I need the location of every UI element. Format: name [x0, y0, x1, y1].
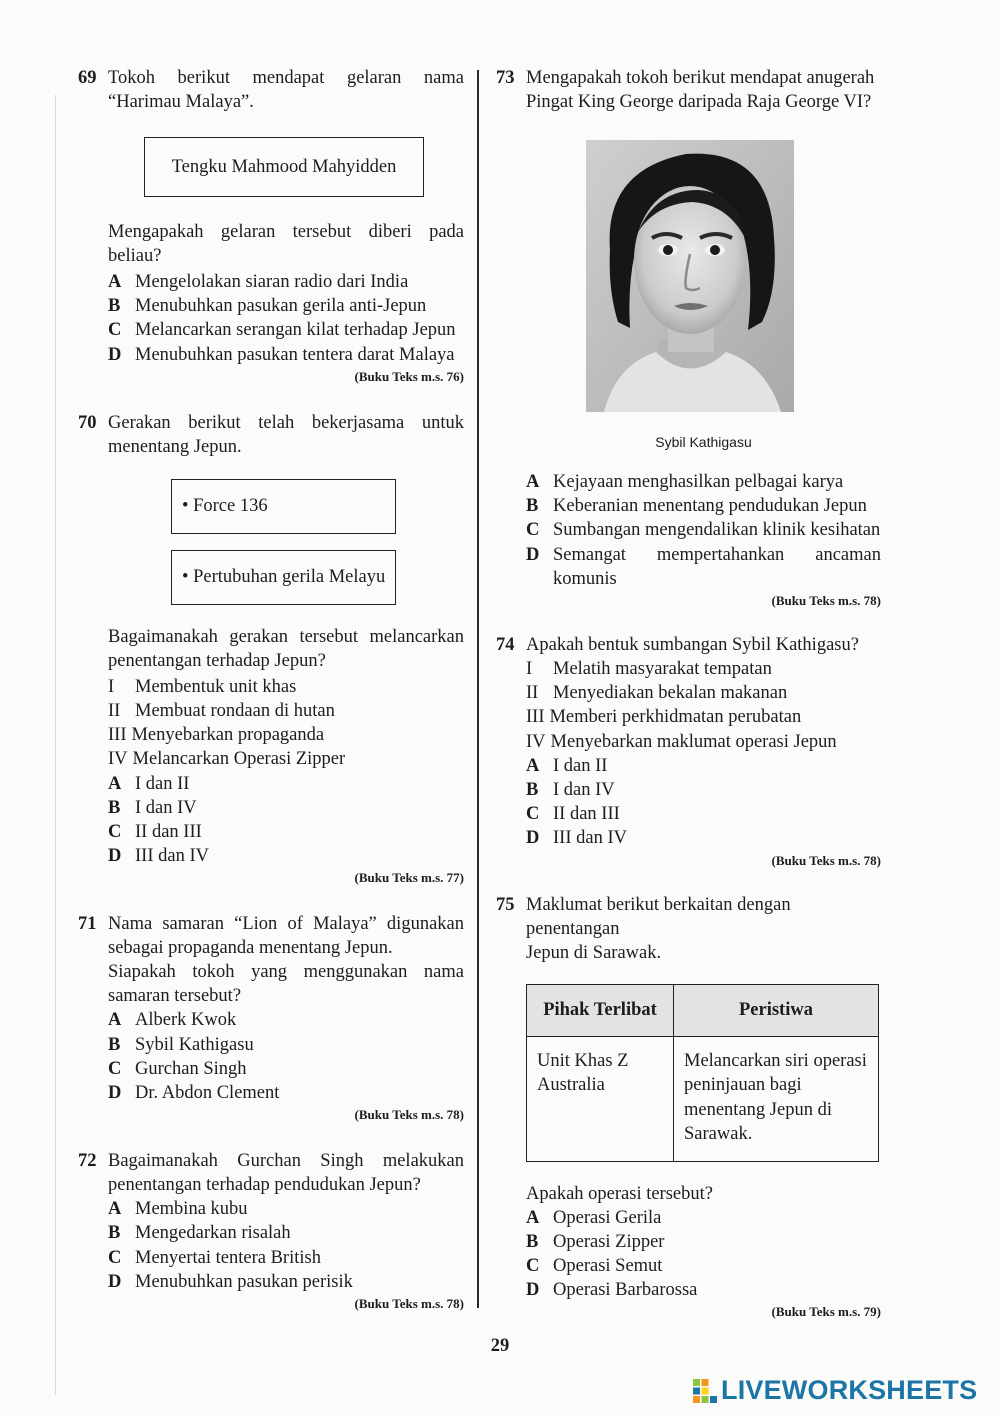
answer-option[interactable] — [108, 772, 464, 796]
option-text: Operasi Gerila — [553, 1207, 662, 1228]
question-stem: Gerakan berikut telah bekerjasama untuk — [108, 412, 464, 433]
answer-option[interactable] — [526, 470, 881, 494]
answer-option[interactable] — [108, 270, 464, 294]
answer-option[interactable] — [526, 494, 881, 518]
statement-text: Menyediakan bekalan makanan — [553, 683, 788, 704]
textbook-reference: (Buku Teks m.s. 78) — [354, 1107, 464, 1123]
info-table — [526, 984, 879, 1162]
question-prompt: Bagaimanakah gerakan tersebut melancarkan — [108, 626, 464, 647]
question-stem-cont: penentangan terhadap pendudukan Jepun? — [108, 1175, 421, 1196]
answer-option[interactable] — [526, 1230, 881, 1254]
option-letter: A — [526, 755, 540, 776]
answer-option[interactable] — [526, 543, 881, 591]
answer-option[interactable] — [526, 1254, 881, 1278]
statement-item — [108, 699, 464, 723]
option-letter: B — [526, 496, 539, 517]
answer-option[interactable] — [108, 1033, 464, 1057]
option-text: Dr. Abdon Clement — [135, 1083, 280, 1104]
option-text: III dan IV — [135, 846, 209, 867]
answer-option[interactable] — [526, 518, 881, 542]
statement-text: Menyebarkan propaganda — [131, 725, 325, 746]
statement-item — [108, 723, 464, 747]
answer-options — [108, 1008, 464, 1105]
option-letter: C — [526, 520, 540, 541]
answer-options — [526, 470, 881, 591]
option-letter: B — [108, 797, 121, 818]
answer-option[interactable] — [108, 1197, 464, 1221]
question-number: 73 — [496, 68, 515, 88]
textbook-reference: (Buku Teks m.s. 78) — [771, 593, 881, 609]
option-text: I dan IV — [135, 797, 197, 818]
answer-option[interactable] — [108, 1081, 464, 1105]
option-text: Kejayaan menghasilkan pelbagai karya — [553, 472, 844, 492]
option-letter: D — [108, 344, 122, 365]
statement-text: Membentuk unit khas — [135, 676, 297, 697]
question-number: 72 — [78, 1151, 97, 1172]
roman-numeral: III — [108, 725, 127, 746]
statement-list — [108, 675, 464, 772]
question-72 — [78, 1149, 464, 1312]
option-letter: D — [526, 828, 540, 849]
option-letter: C — [526, 804, 540, 825]
option-letter: D — [108, 1271, 122, 1292]
question-stem-cont: sebagai propaganda menentang Jepun. — [108, 938, 393, 959]
statement-item — [108, 675, 464, 699]
liveworksheets-logo[interactable] — [693, 1375, 977, 1406]
bullet: • — [182, 495, 194, 516]
column-divider — [477, 70, 479, 1308]
textbook-reference: (Buku Teks m.s. 79) — [771, 1304, 881, 1320]
question-stem: Nama samaran “Lion of Malaya” digunakan — [108, 914, 464, 935]
table-header: Peristiwa — [674, 984, 879, 1036]
question-stem-cont: Jepun di Sarawak. — [526, 942, 662, 963]
question-number: 69 — [78, 68, 97, 88]
textbook-reference: (Buku Teks m.s. 77) — [354, 870, 464, 886]
option-text: Mengedarkan risalah — [135, 1223, 291, 1244]
question-69 — [78, 66, 464, 385]
roman-numeral: IV — [108, 749, 128, 770]
statement-text: Melancarkan Operasi Zipper — [132, 749, 346, 770]
option-text: Operasi Semut — [553, 1256, 663, 1277]
option-text: Mengelolakan siaran radio dari India — [135, 272, 409, 292]
option-text-cont: komunis — [553, 568, 617, 589]
table-cell: Melancarkan siri operasi peninjauan bagi menentang Jepun di Sarawak. — [674, 1036, 879, 1161]
option-letter: A — [108, 1199, 122, 1220]
question-stem-cont: Pingat King George daripada Raja George VI? — [526, 92, 872, 112]
answer-option[interactable] — [108, 844, 464, 868]
option-letter: D — [526, 544, 540, 565]
question-stem: Mengapakah tokoh berikut mendapat anugerah — [526, 68, 875, 88]
statement-item — [526, 657, 881, 681]
question-71 — [78, 912, 464, 1123]
stimulus-text: Force 136 — [193, 495, 268, 516]
statement-text: Menyebarkan maklumat operasi Jepun — [550, 731, 837, 752]
table-row — [527, 1036, 879, 1161]
statement-item — [108, 747, 464, 771]
roman-numeral: I — [526, 659, 533, 680]
answer-option[interactable] — [526, 754, 881, 778]
option-letter: A — [108, 773, 122, 794]
answer-option[interactable] — [526, 1278, 881, 1302]
option-text: Alberk Kwok — [135, 1010, 237, 1031]
option-text: Menyertai tentera British — [135, 1247, 321, 1268]
option-text: Menubuhkan pasukan perisik — [135, 1271, 353, 1292]
answer-option[interactable] — [108, 1057, 464, 1081]
option-letter: A — [108, 272, 122, 292]
question-stem-cont: “Harimau Malaya”. — [108, 92, 254, 112]
option-letter: C — [108, 822, 122, 843]
option-letter: C — [108, 1058, 122, 1079]
stimulus-box — [144, 137, 424, 197]
answer-options — [108, 1197, 464, 1294]
option-letter: D — [108, 846, 122, 867]
question-stem: Bagaimanakah Gurchan Singh melakukan — [108, 1151, 464, 1172]
answer-option[interactable] — [526, 826, 881, 850]
question-number: 71 — [78, 914, 97, 935]
answer-option[interactable] — [526, 1206, 881, 1230]
option-text: II dan III — [135, 822, 202, 843]
answer-option[interactable] — [108, 343, 464, 367]
scan-edge-line — [55, 95, 56, 1395]
option-text: Menubuhkan pasukan gerila anti-Jepun — [135, 296, 427, 317]
question-75 — [496, 893, 881, 1321]
answer-options — [526, 1206, 881, 1303]
liveworksheets-grid-icon — [693, 1379, 717, 1403]
roman-numeral: IV — [526, 731, 546, 752]
option-letter: A — [526, 1207, 540, 1228]
table-header-row — [527, 984, 879, 1036]
question-stem: Tokoh berikut mendapat gelaran nama — [108, 68, 464, 88]
textbook-reference: (Buku Teks m.s. 76) — [354, 368, 464, 384]
answer-option[interactable] — [108, 796, 464, 820]
roman-numeral: I — [108, 676, 115, 697]
photo-caption: Sybil Kathigasu — [655, 434, 752, 450]
option-text: Operasi Barbarossa — [553, 1280, 698, 1301]
answer-option[interactable] — [526, 802, 881, 826]
option-text: Melancarkan serangan kilat terhadap Jepun — [135, 320, 456, 341]
question-prompt: Siapakah tokoh yang menggunakan nama — [108, 962, 464, 983]
question-prompt: Mengapakah gelaran tersebut diberi pada — [108, 222, 464, 242]
option-letter: A — [108, 1010, 122, 1031]
option-letter: B — [108, 1034, 121, 1055]
answer-options — [108, 772, 464, 869]
question-70 — [78, 411, 464, 887]
option-text: Keberanian menentang pendudukan Jepun — [553, 496, 867, 517]
question-stem: Maklumat berikut berkaitan dengan penentangan — [526, 894, 791, 939]
question-number: 74 — [496, 635, 515, 656]
option-letter: B — [108, 1223, 121, 1244]
option-text: Semangat mempertahankan ancaman — [553, 544, 881, 565]
statement-text: Membuat rondaan di hutan — [135, 701, 335, 722]
option-letter: B — [108, 296, 121, 317]
stimulus-box — [171, 550, 396, 605]
option-letter: D — [108, 1083, 122, 1104]
answer-option[interactable] — [108, 1246, 464, 1270]
right-column — [496, 66, 881, 1320]
option-letter: D — [526, 1280, 540, 1301]
option-text: Membina kubu — [135, 1199, 248, 1220]
answer-option[interactable] — [108, 820, 464, 844]
table-cell: Unit Khas Z Australia — [527, 1036, 674, 1161]
bullet: • — [182, 566, 194, 587]
option-text: I dan II — [135, 773, 190, 794]
option-text: Sumbangan mengendalikan klinik kesihatan — [553, 520, 881, 541]
option-letter: B — [526, 780, 539, 801]
question-prompt-cont: penentangan terhadap Jepun? — [108, 650, 326, 671]
question-number: 70 — [78, 412, 97, 433]
question-prompt-cont: samaran tersebut? — [108, 986, 242, 1007]
answer-options — [526, 754, 881, 851]
left-column — [78, 66, 464, 1312]
question-73 — [496, 66, 881, 609]
answer-option[interactable] — [108, 1008, 464, 1032]
option-text: Sybil Kathigasu — [135, 1034, 254, 1055]
statement-item — [526, 705, 881, 729]
statement-text: Memberi perkhidmatan perubatan — [549, 707, 802, 728]
option-text: III dan IV — [553, 828, 627, 849]
roman-numeral: II — [526, 683, 539, 704]
brand-name: LIVEWORKSHEETS — [721, 1375, 978, 1405]
question-stem: Apakah bentuk sumbangan Sybil Kathigasu? — [526, 635, 859, 656]
portrait-photo — [586, 140, 794, 412]
question-stem-cont: menentang Jepun. — [108, 436, 242, 457]
answer-option[interactable] — [108, 294, 464, 318]
statement-item — [526, 730, 881, 754]
question-prompt-cont: beliau? — [108, 246, 162, 266]
page-number: 29 — [490, 1336, 510, 1356]
statement-text: Melatih masyarakat tempatan — [553, 659, 772, 680]
statement-list — [526, 657, 881, 754]
roman-numeral: II — [108, 701, 121, 722]
answer-option[interactable] — [108, 1270, 464, 1294]
stimulus-box — [171, 479, 396, 534]
answer-option[interactable] — [108, 318, 464, 342]
option-text: I dan II — [553, 755, 608, 776]
question-number: 75 — [496, 894, 515, 915]
question-74 — [496, 633, 881, 869]
option-letter: A — [526, 472, 540, 492]
answer-options — [108, 270, 464, 367]
option-letter: C — [526, 1256, 540, 1277]
option-text: Menubuhkan pasukan tentera darat Malaya — [135, 344, 455, 365]
option-text: II dan III — [553, 804, 620, 825]
roman-numeral: III — [526, 707, 545, 728]
stimulus-text: Pertubuhan gerila Melayu — [193, 566, 386, 587]
option-letter: B — [526, 1231, 539, 1252]
option-text: Operasi Zipper — [553, 1231, 665, 1252]
statement-item — [526, 681, 881, 705]
answer-option[interactable] — [108, 1221, 464, 1245]
textbook-reference: (Buku Teks m.s. 78) — [771, 852, 881, 868]
stimulus-text: Tengku Mahmood Mahyidden — [171, 156, 397, 177]
option-text: Gurchan Singh — [135, 1058, 247, 1079]
portrait-illustration — [586, 140, 794, 412]
question-prompt: Apakah operasi tersebut? — [526, 1183, 713, 1204]
option-letter: C — [108, 320, 122, 341]
table-header: Pihak Terlibat — [527, 984, 674, 1036]
answer-option[interactable] — [526, 778, 881, 802]
option-text: I dan IV — [553, 780, 615, 801]
option-letter: C — [108, 1247, 122, 1268]
textbook-reference: (Buku Teks m.s. 78) — [354, 1296, 464, 1312]
